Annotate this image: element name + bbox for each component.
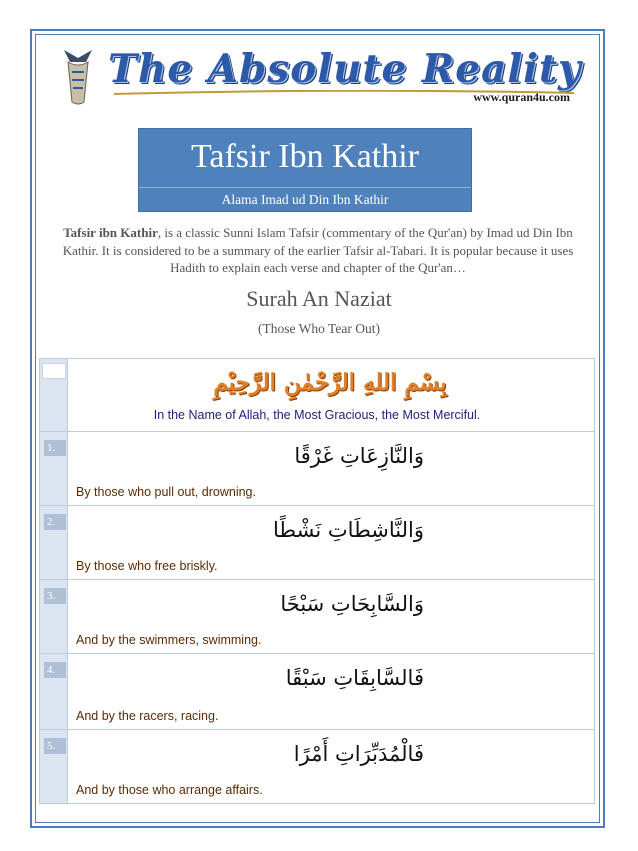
verse-arabic: فَالسَّابِقَاتِ سَبْقًا xyxy=(285,666,424,690)
verse-arabic: فَالْمُدَبِّرَاتِ أَمْرًا xyxy=(293,742,424,766)
site-banner xyxy=(60,40,580,110)
title-divider xyxy=(139,187,471,188)
verse-row xyxy=(40,729,594,803)
verse-number: 3. xyxy=(44,588,66,604)
verse-number: 5. xyxy=(44,738,66,754)
basmala-row xyxy=(40,359,594,431)
verse-translation: By those who pull out, drowning. xyxy=(76,485,256,499)
verse-number-cell xyxy=(40,432,68,505)
banner-title: The Absolute Reality xyxy=(108,46,582,92)
title-box xyxy=(138,128,472,212)
basmala-arabic: بِسْمِ اللهِ الرَّحْمٰنِ الرَّحِيْمِ xyxy=(213,369,447,396)
verse-arabic: وَالنَّازِعَاتِ غَرْقًا xyxy=(294,444,424,468)
verse-row xyxy=(40,505,594,579)
verse-arabic: وَالنَّاشِطَاتِ نَشْطًا xyxy=(273,518,424,542)
verse-translation: And by the swimmers, swimming. xyxy=(76,633,262,647)
verse-translation: And by those who arrange affairs. xyxy=(76,783,263,797)
basmala-translation: In the Name of Allah, the Most Gracious, the Most Merciful. xyxy=(153,408,481,422)
verse-translation: By those who free briskly. xyxy=(76,559,218,573)
intro-bold-lead: Tafsir ibn Kathir xyxy=(63,225,158,240)
basmala-calligraphy xyxy=(200,369,460,403)
surah-name: Surah An Naziat xyxy=(246,286,392,311)
quill-scroll-icon xyxy=(60,44,96,108)
verse-row xyxy=(40,653,594,729)
verse-row xyxy=(40,431,594,505)
verse-number: 2. xyxy=(44,514,66,530)
verse-number-cell xyxy=(40,506,68,579)
verse-number: 1. xyxy=(44,440,66,456)
verse-table xyxy=(39,358,595,804)
intro-paragraph xyxy=(58,224,578,277)
verse-row xyxy=(40,579,594,653)
verse-number-cell xyxy=(40,730,68,803)
surah-meaning: (Those Who Tear Out) xyxy=(258,321,380,336)
verse-number: 4. xyxy=(44,662,66,678)
verse-number-cell xyxy=(40,654,68,729)
verse-number-cell xyxy=(40,580,68,653)
page-title: Tafsir Ibn Kathir xyxy=(191,138,419,175)
verse-translation: And by the racers, racing. xyxy=(76,709,219,723)
intro-text: , is a classic Sunni Islam Tafsir (commentary of the Qur'an) by Imad ud Din Ibn Kathir. It is considered to be a summary of the earlier Tafsir al-Tabari. It is popular because it uses Hadith to explain each verse and chapter of the Qur'an… xyxy=(62,225,574,275)
blank-number-box xyxy=(42,363,66,379)
verse-arabic: وَالسَّابِحَاتِ سَبْحًا xyxy=(280,592,424,616)
banner-url: www.quran4u.com xyxy=(473,90,570,104)
author-subtitle: Alama Imad ud Din Ibn Kathir xyxy=(221,192,389,207)
